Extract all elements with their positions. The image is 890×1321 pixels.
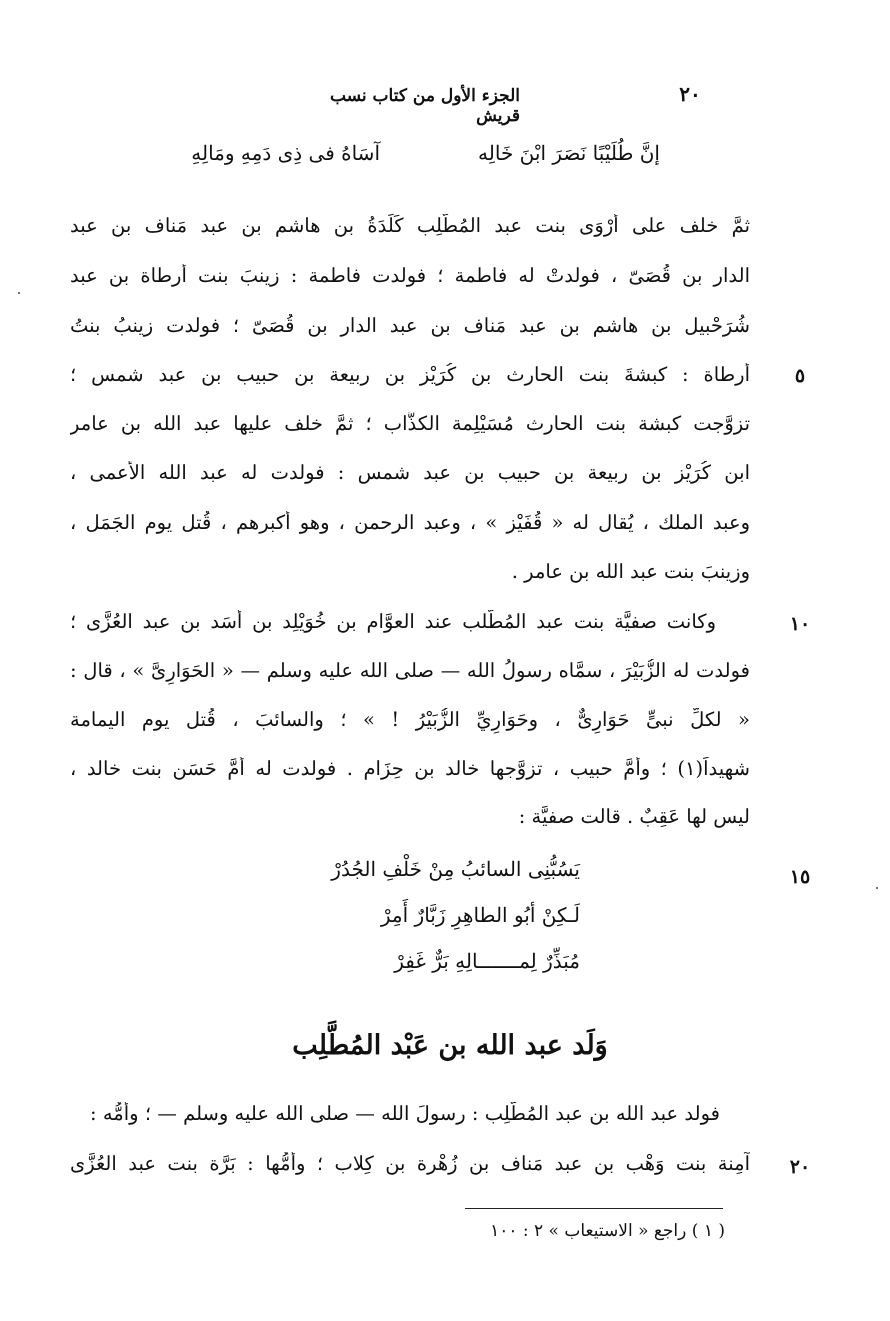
text-line: الدار بن قُصَىّ ، فولدتْ له فاطمة ؛ فولدت فاطمة : زينبَ بنت أرطاة بن عبد: [70, 264, 750, 287]
poem-line: مُبَذِّرٌ لِمـــــــالِهِ بَرٌّ غَفِرْ: [394, 949, 580, 973]
text-line: ثمَّ خلف على أَرْوَى بنت عبد المُطَّلِب كَلَدَةُ بن هاشم بن عبد مَناف بن عبد: [70, 214, 750, 237]
scan-speck: [876, 887, 878, 889]
text-line: وعبد الملك ، يُقال له « قُفَيْز » ، وعبد الرحمن ، وهو أكبرهم ، قُتل يوم الجَمَل ،: [70, 511, 750, 534]
text-line: شهيداً(١) ؛ وأُمَّ حبيب ، تزوَّجها خالد بن حِزَام . فولدت له أُمَّ حَسَن بنت خالد ،: [70, 757, 750, 780]
line-number: ١٥: [789, 866, 811, 888]
text-line: ابن كُرَيْز بن ربيعة بن حبيب بن عبد شمس : فولدت له عبد الله الأعمى ،: [70, 461, 750, 484]
page-number: ٢٠: [679, 82, 701, 106]
text-line: تزوَّجت كبشة بنت الحارث مُسَيْلِمة الكذَّاب ؛ ثمَّ خلف عليها عبد الله بن عامر: [70, 412, 750, 435]
section-heading: وَلَد عبد الله بن عَبْد المُطَّلِب: [292, 1030, 608, 1061]
scan-speck: [18, 292, 20, 294]
opening-verse: [150, 141, 660, 181]
line-number: ٥: [794, 365, 806, 387]
line-number: ١٠: [789, 613, 811, 635]
line-number: ٢٠: [789, 1156, 811, 1178]
verse-second-hemistich: آسَاهُ فى ذِى دَمِهِ ومَالِهِ: [191, 141, 380, 165]
footnote: ( ١ ) راجع « الاستيعاب » ٢ : ١٠٠: [490, 1221, 725, 1241]
text-line: شُرَحْبيل بن هاشم بن عبد مَناف بن عبد الدار بن قُصَىّ ؛ فولدت زينبُ بنتُ: [70, 314, 750, 337]
verse-first-hemistich: إنَّ طُلَيْبًا نَصَرَ ابْنَ خَالِه: [478, 141, 660, 165]
text-line: فولد عبد الله بن عبد المُطَّلِب : رسولَ الله — صلى الله عليه وسلم — ؛ وأُمُّه :: [90, 1102, 720, 1125]
text-line: « لكلِّ نبىٍّ حَوَارِىٌّ ، وحَوَارِيِّ الزُّبَيْرُ ! » ؛ والسائبَ ، قُتل يوم اليمامة: [70, 708, 750, 731]
text-line: ليس لها عَقِبٌ . قالت صفيَّة :: [518, 805, 750, 828]
text-line: أرطاة : كبشةَ بنت الحارث بن كُرَيْز بن ربيعة بن حبيب بن عبد شمس ؛: [70, 363, 750, 386]
text-line: وكانت صفيَّة بنت عبد المُطَّلب عند العوَّام بن خُوَيْلِد بن أَسَد بن عبد العُزَّى ؛: [70, 610, 716, 633]
poem-line: يَسُبُّنِى السائبُ مِنْ خَلْفِ الجُدُرْ: [331, 857, 580, 881]
running-title: الجزء الأول من كتاب نسب قريش: [330, 86, 520, 126]
footnote-divider: [465, 1208, 723, 1209]
text-line: وزينبَ بنت عبد الله بن عامر .: [511, 560, 750, 583]
text-line: آمِنة بنت وَهْب بن عبد مَناف بن زُهْرة بن كِلاب ؛ وأُمُّها : بَرَّة بنت عبد العُزَّى: [70, 1152, 750, 1175]
poem-line: لَـكِنْ أبُو الطاهِرِ زَبَّارٌ أَمِرْ: [380, 903, 580, 927]
text-line: فولدت له الزُّبَيْرَ ، سمَّاه رسولُ الله — صلى الله عليه وسلم — « الحَوَارِىَّ » ، قال :: [70, 659, 750, 682]
